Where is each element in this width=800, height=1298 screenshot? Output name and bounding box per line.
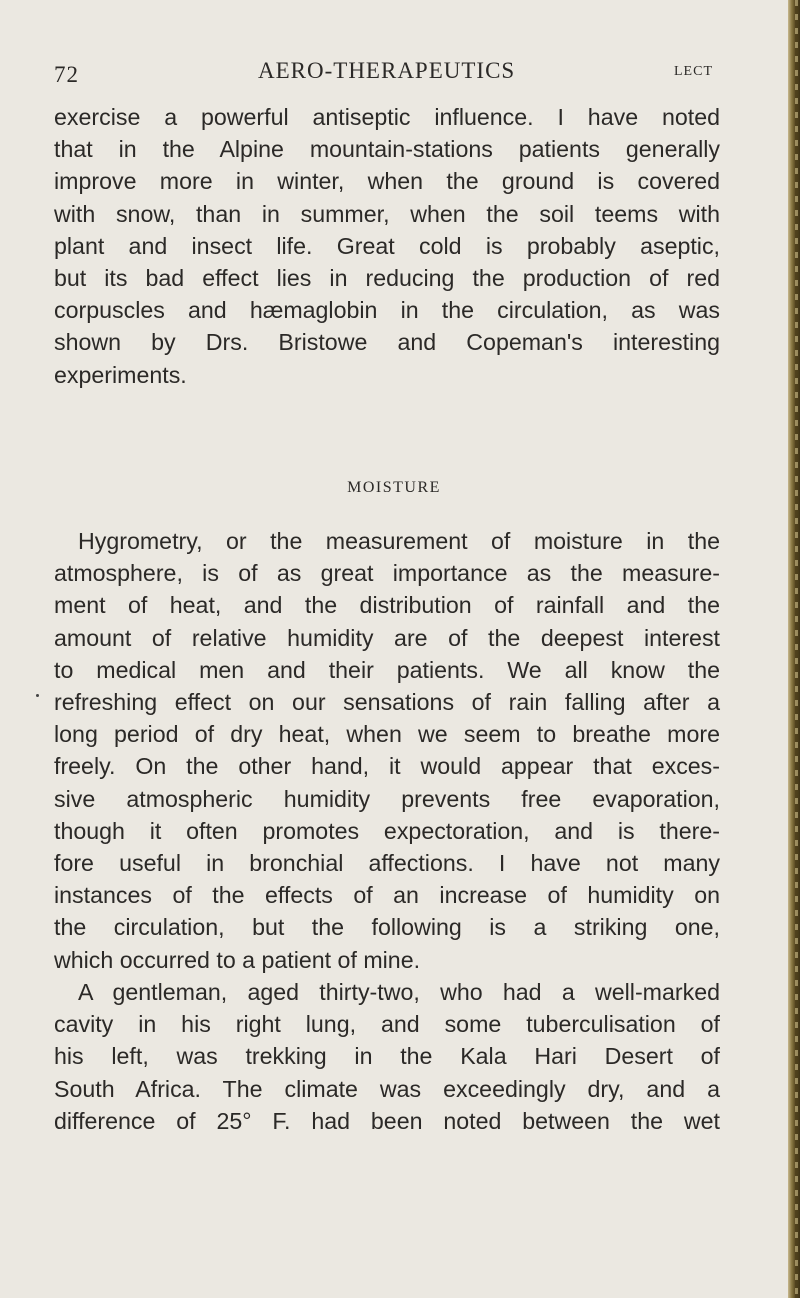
text-line: though it often promotes expectoration, and is there- [54,817,720,844]
margin-dot [36,694,39,697]
text-line: that in the Alpine mountain-stations patients generally [54,136,720,163]
running-title: AERO-THERAPEUTICS [258,58,516,83]
text-line: freely. On the other hand, it would appear that exces- [54,753,720,780]
page-edge-texture [795,0,798,1298]
text-line: experiments. [54,361,187,388]
text-line: instances of the effects of an increase of humidity on [54,882,720,909]
text-line: long period of dry heat, when we seem to breathe more [54,721,720,748]
text-line: which occurred to a patient of mine. [54,946,421,973]
text-line: plant and insect life. Great cold is probably aseptic, [54,232,720,259]
text-line: refreshing effect on our sensations of rain falling after a [54,689,720,716]
paragraph-hygrometry [54,525,720,976]
page-number: 72 [54,62,79,87]
text-line: ment of heat, and the distribution of rainfall and the [54,592,720,619]
text-line: cavity in his right lung, and some tuberculisation of [54,1011,720,1038]
text-line: with snow, than in summer, when the soil teems with [54,200,720,227]
text-line: Hygrometry, or the measurement of moisture in the [78,528,720,554]
paragraph-case [54,976,720,1137]
text-line: corpuscles and hæmaglobin in the circulation, as was [54,297,720,324]
paragraph-antiseptic [54,101,720,391]
text-line: shown by Drs. Bristowe and Copeman's interesting [54,329,720,356]
text-line: the circulation, but the following is a striking one, [54,914,720,941]
text-line: but its bad effect lies in reducing the production of red [54,265,720,292]
section-heading-moisture: MOISTURE [347,479,441,496]
text-line: exercise a powerful antiseptic influence. I have noted [54,104,720,130]
text-line: A gentleman, aged thirty-two, who had a well-marked [78,979,720,1005]
text-line: his left, was trekking in the Kala Hari Desert of [54,1043,720,1070]
text-line: South Africa. The climate was exceedingly dry, and a [54,1075,720,1102]
text-line: to medical men and their patients. We all know the [54,656,720,683]
text-line: difference of 25° F. had been noted between the wet [54,1107,720,1134]
running-header [54,58,714,92]
running-head-right: LECT [674,64,713,79]
text-line: improve more in winter, when the ground is covered [54,168,720,195]
page-gilt-edge [788,0,800,1298]
text-line: fore useful in bronchial affections. I have not many [54,850,720,877]
text-line: atmosphere, is of as great importance as the measure- [54,560,720,587]
text-line: sive atmospheric humidity prevents free evaporation, [54,785,720,812]
text-line: amount of relative humidity are of the deepest interest [54,624,720,651]
